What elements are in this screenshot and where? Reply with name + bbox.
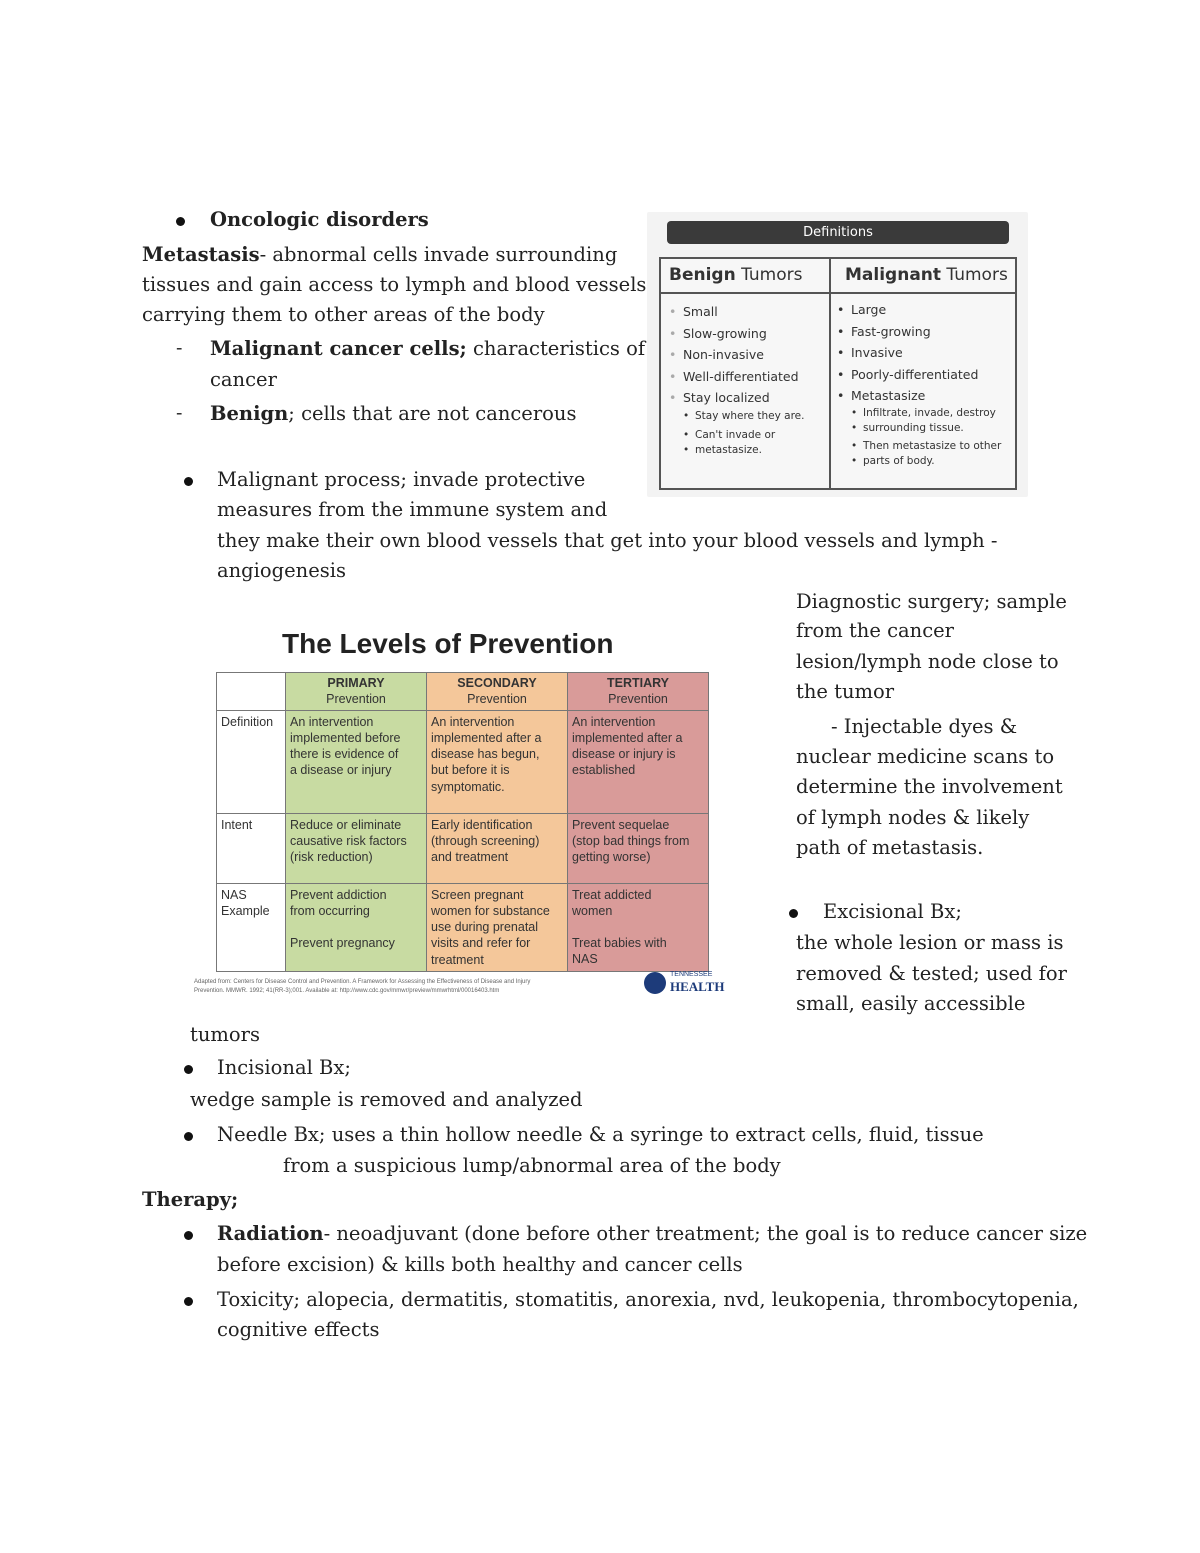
injectable-line-4: of lymph nodes & likely [796,806,1030,829]
dash-marker: - [176,402,183,424]
dash-marker: - [176,337,183,359]
table-cell [568,813,709,883]
benign-list [669,301,799,409]
logo-emblem-icon [644,972,666,994]
tennessee-health-logo [644,971,724,997]
benign-sublist [683,409,804,458]
table-cell [427,883,568,971]
injectable-line-1: - Injectable dyes & [831,715,1018,738]
bullet-icon [789,909,798,918]
cell-line [572,919,704,935]
metastasis-line-3: carrying them to other areas of the body [142,303,545,326]
table-row [217,883,709,971]
source-citation [194,978,530,996]
table-row [217,673,709,711]
list-item: • Fast-growing [837,321,978,343]
table-row [217,710,709,813]
header-tertiary [568,673,709,711]
bullet-icon [184,1297,193,1306]
malignant-list [837,299,978,407]
header-bold: PRIMARY [327,676,385,690]
benign-line [210,399,576,429]
radiation-def: - neoadjuvant (done before other treatment; the goal is to reduce cancer size [323,1222,1088,1245]
list-item: • Can't invade or [683,428,804,443]
cell-line: women for substance [431,903,550,918]
table-cell [427,813,568,883]
cell-line: Screen pregnant [431,887,524,902]
table-row [217,813,709,883]
cell-line: symptomatic. [431,779,505,794]
malignant-process-1: Malignant process; invade protective [217,468,586,491]
list-item: • Small [669,301,799,323]
cell-line: implemented before [290,730,401,745]
header-secondary [427,673,568,711]
list-item: • Non-invasive [669,344,799,366]
bullet-icon [184,1231,193,1240]
table-cell [568,883,709,971]
prevention-figure [192,622,728,1005]
list-item: • Large [837,299,978,321]
cell-line: treatment [431,952,484,967]
definitions-title: Definitions [667,221,1009,244]
benign-header-rest: Tumors [735,265,803,285]
row-label [217,883,286,971]
needle-line-1: Needle Bx; uses a thin hollow needle & a syringe to extract cells, fluid, tissue [217,1123,984,1146]
cell-line: visits and refer for [431,936,531,951]
injectable-line-5: path of metastasis. [796,836,984,859]
cell-line: Prevent pregnancy [290,936,395,951]
row-label-line: NAS [221,887,247,902]
table-divider [661,292,1015,294]
cell-line: causative risk factors [290,833,407,848]
cell-line: (stop bad things from [572,833,690,848]
benign-header-bold: Benign [669,265,736,285]
list-item: • surrounding tissue. [851,421,1001,436]
cell-line: a disease or injury [290,763,392,778]
header-sub: Prevention [608,692,668,707]
cell-line: and treatment [431,850,509,865]
bullet-icon [184,1065,193,1074]
needle-line-2: from a suspicious lump/abnormal area of the body [283,1154,781,1177]
cell-line: disease has begun, [431,747,540,762]
cell-line: NAS [572,952,598,967]
logo-text: TENNESSEE [670,971,713,978]
cell-line: (risk reduction) [290,850,373,865]
malignant-process-2: measures from the immune system and [217,498,608,521]
injectable-line-2: nuclear medicine scans to [796,745,1055,768]
header-sub: Prevention [467,692,527,707]
malignant-header-rest: Tumors [941,265,1008,285]
cell-line: use during prenatal [431,920,539,935]
cell-line: Prevent addiction [290,887,387,902]
malignant-process-4: angiogenesis [217,559,347,582]
cell-line: disease or injury is [572,747,676,762]
benign-header [669,263,803,287]
row-label [217,710,286,813]
list-item: • Infiltrate, invade, destroy [851,406,1001,421]
table-cell [568,710,709,813]
table-cell [286,883,427,971]
metastasis-term: Metastasis [142,243,260,266]
list-item: • Stay localized [669,387,799,409]
malignant-def: characteristics of [466,337,646,360]
prevention-table [216,672,709,972]
heading-oncologic: Oncologic disorders [210,208,429,231]
list-item: • Slow-growing [669,323,799,345]
table-cell [286,710,427,813]
excisional-line-1: Excisional Bx; [823,900,962,923]
cell-line: Early identification [431,817,533,832]
source-line: Adapted from: Centers for Disease Control and Prevention. A Framework for Assessing the Effectiveness of Disease and Injury [194,979,531,985]
diagnostic-line-3: lesion/lymph node close to [796,650,1059,673]
definitions-table [659,257,1017,490]
metastasis-line-2: tissues and gain access to lymph and blood vessels [142,273,647,296]
malignant-line-2: cancer [210,368,277,391]
prevention-title: The Levels of Prevention [282,628,614,659]
incisional-line-1: Incisional Bx; [217,1056,351,1079]
diagnostic-line-1: Diagnostic surgery; sample [796,590,1067,613]
list-item: • Well-differentiated [669,366,799,388]
cell-line: Prevent sequelae [572,817,670,832]
cell-line [290,919,422,935]
cell-line: Treat babies with [572,936,667,951]
bullet-icon [184,477,193,486]
cell-line: An intervention [290,714,374,729]
injectable-line-3: determine the involvement [796,775,1063,798]
source-line: Prevention. MMWR. 1992; 41(RR-3);001. Available at: http://www.cdc.gov/mmwr/preview/mmwrhtml/00016403.htm [194,988,500,994]
bullet-icon [176,217,185,226]
cell-line: getting worse) [572,850,651,865]
table-cell [427,710,568,813]
cell-line: but before it is [431,763,510,778]
excisional-line-2: the whole lesion or mass is [796,931,1064,954]
corner-cell [217,673,286,711]
list-item: • Poorly-differentiated [837,364,978,386]
header-bold: TERTIARY [606,676,670,690]
cell-line: established [572,763,636,778]
cell-line: there is evidence of [290,747,399,762]
radiation-line-1 [217,1219,1087,1249]
list-item: • Invasive [837,342,978,364]
malignant-process-3: they make their own blood vessels that get into your blood vessels and lymph - [217,529,998,552]
cell-line: Treat addicted [572,887,652,902]
cell-line: An intervention [572,714,656,729]
radiation-term: Radiation [217,1222,324,1245]
cell-line: (through screening) [431,833,540,848]
list-item: • Metastasize [837,385,978,407]
malignant-header-bold: Malignant [845,265,942,285]
benign-term: Benign [210,402,289,425]
header-primary [286,673,427,711]
row-label-line: Intent [221,817,253,832]
list-item: • parts of body. [851,454,1001,469]
benign-def: ; cells that are not cancerous [288,402,577,425]
list-item: • Stay where they are. [683,409,804,424]
row-label-line: Example [221,903,270,918]
table-cell [286,813,427,883]
bullet-icon [184,1132,193,1141]
header-bold: SECONDARY [457,676,537,690]
diagnostic-line-2: from the cancer [796,619,954,642]
metastasis-def: - abnormal cells invade surrounding [259,243,618,266]
therapy-heading: Therapy; [142,1188,239,1211]
logo-text: HEALTH [670,979,725,994]
header-sub: Prevention [326,692,386,707]
excisional-line-5: tumors [190,1023,260,1046]
incisional-line-2: wedge sample is removed and analyzed [190,1088,583,1111]
row-label-line: Definition [221,714,274,729]
metastasis-line-1 [142,240,617,270]
row-label [217,813,286,883]
list-item: • Then metastasize to other [851,439,1001,454]
radiation-line-2: before excision) & kills both healthy and cancer cells [217,1253,743,1276]
cell-line: implemented after a [572,730,683,745]
malignant-sublist [851,406,1001,469]
list-item: • metastasize. [683,443,804,458]
cell-line: implemented after a [431,730,542,745]
excisional-line-4: small, easily accessible [796,992,1026,1015]
excisional-line-3: removed & tested; used for [796,962,1067,985]
malignant-header [845,263,1008,287]
cell-line: Reduce or eliminate [290,817,402,832]
toxicity-line-2: cognitive effects [217,1318,380,1341]
definitions-figure [647,212,1028,497]
diagnostic-line-4: the tumor [796,680,895,703]
toxicity-line-1: Toxicity; alopecia, dermatitis, stomatitis, anorexia, nvd, leukopenia, thrombocytopenia, [217,1288,1079,1311]
cell-line: from occurring [290,903,370,918]
cell-line: women [572,903,613,918]
cell-line: An intervention [431,714,515,729]
malignant-line-1 [210,334,645,364]
malignant-term: Malignant cancer cells; [210,337,467,360]
